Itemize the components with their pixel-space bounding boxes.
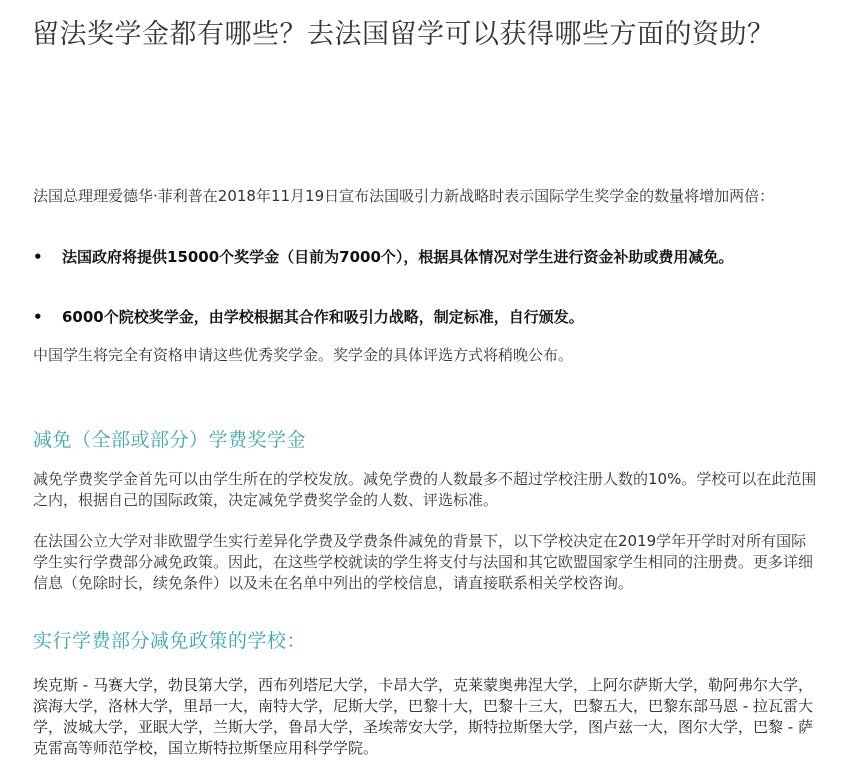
bullet-item-school-scholarship: [33, 307, 818, 328]
tuition-waiver-paragraph-2: 在法国公立大学对非欧盟学生实行差异化学费及学费条件减免的背景下，以下学校决定在2019学年开学时对所有国际学生实行学费部分减免政策。因此，在这些学校就读的学生将支付与法国和其它欧盟国家学生相同的注册费。更多详细信息（免除时长，续免条件）以及未在名单中列出的学校信息，请直接联系相关学校咨询。: [33, 532, 814, 592]
intro-paragraph: 法国总理理爱德华·菲利普在2018年11月19日宣布法国吸引力新战略时表示国际学生奖学金的数量将增加两倍：: [33, 187, 775, 205]
bullet-text: 6000个院校奖学金，由学校根据其合作和吸引力战略，制定标准，自行颁发。: [62, 308, 584, 326]
bullet-item-government-scholarship: [33, 247, 818, 268]
page-title: 留法奖学金都有哪些？去法国留学可以获得哪些方面的资助？: [32, 19, 775, 50]
section-heading-schools: 实行学费部分减免政策的学校：: [33, 630, 307, 652]
bullet-marker: •: [33, 248, 43, 266]
eligibility-note: 中国学生将完全有资格申请这些优秀奖学金。奖学金的具体评选方式将稍晚公布。: [33, 346, 574, 364]
tuition-waiver-paragraph-1: 减免学费奖学金首先可以由学生所在的学校发放。减免学费的人数最多不超过学校注册人数的10%。学校可以在此范围之内，根据自己的国际政策，决定减免学费奖学金的人数、评选标准。: [33, 470, 817, 509]
bullet-marker: •: [33, 308, 43, 326]
schools-list: 埃克斯 - 马赛大学，勃艮第大学，西布列塔尼大学，卡昂大学，克莱蒙奥弗涅大学，上阿尔萨斯大学，勒阿弗尔大学，滨海大学，洛林大学，里昂一大，南特大学，尼斯大学，巴黎十大，巴黎十三大，巴黎五大，巴黎东部马恩 - 拉瓦雷大学，波城大学，亚眠大学，兰斯大学，鲁昂大学，圣埃蒂安大学，斯特拉斯堡大学，图卢兹一大，图尔大学，巴黎 - 萨克雷高等师范学校，国立斯特拉斯堡应用科学学院。: [33, 676, 813, 757]
bullet-text: 法国政府将提供15000个奖学金（目前为7000个），根据具体情况对学生进行资金补助或费用减免。: [62, 248, 734, 266]
section-heading-tuition-waiver: 减免（全部或部分）学费奖学金: [33, 429, 307, 451]
